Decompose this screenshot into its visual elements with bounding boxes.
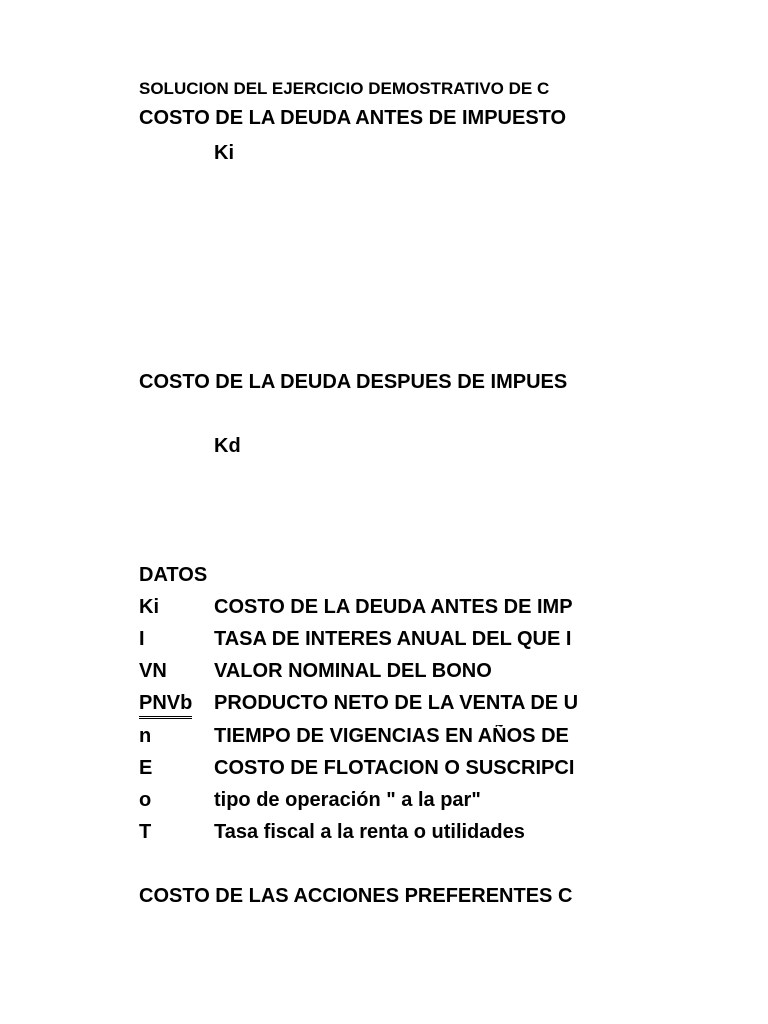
datos-desc: COSTO DE LA DEUDA ANTES DE IMP [214, 596, 573, 618]
section-heading-debt-after-tax: COSTO DE LA DEUDA DESPUES DE IMPUES [139, 371, 568, 393]
datos-abbr: n [139, 725, 152, 747]
datos-heading: DATOS [139, 564, 208, 586]
datos-desc: COSTO DE FLOTACION O SUSCRIPCI [214, 757, 575, 779]
datos-desc: TASA DE INTERES ANUAL DEL QUE I [214, 628, 572, 650]
symbol-kd: Kd [214, 435, 241, 457]
datos-abbr: E [139, 757, 153, 779]
document-title: SOLUCION DEL EJERCICIO DEMOSTRATIVO DE C [139, 79, 550, 98]
symbol-ki: Ki [214, 142, 234, 164]
section-heading-preferred-shares: COSTO DE LAS ACCIONES PREFERENTES C [139, 885, 573, 907]
datos-abbr: PNVb [139, 692, 192, 719]
datos-abbr: T [139, 821, 152, 843]
datos-desc: PRODUCTO NETO DE LA VENTA DE U [214, 692, 579, 714]
datos-abbr: I [139, 628, 145, 650]
datos-abbr: o [139, 789, 152, 811]
datos-desc: Tasa fiscal a la renta o utilidades [214, 821, 525, 843]
section-heading-debt-before-tax: COSTO DE LA DEUDA ANTES DE IMPUESTO [139, 107, 567, 129]
datos-desc: tipo de operación " a la par" [214, 789, 481, 811]
datos-desc: TIEMPO DE VIGENCIAS EN AÑOS DE [214, 725, 569, 747]
datos-abbr: Ki [139, 596, 159, 618]
datos-desc: VALOR NOMINAL DEL BONO [214, 660, 492, 682]
datos-abbr: VN [139, 660, 167, 682]
